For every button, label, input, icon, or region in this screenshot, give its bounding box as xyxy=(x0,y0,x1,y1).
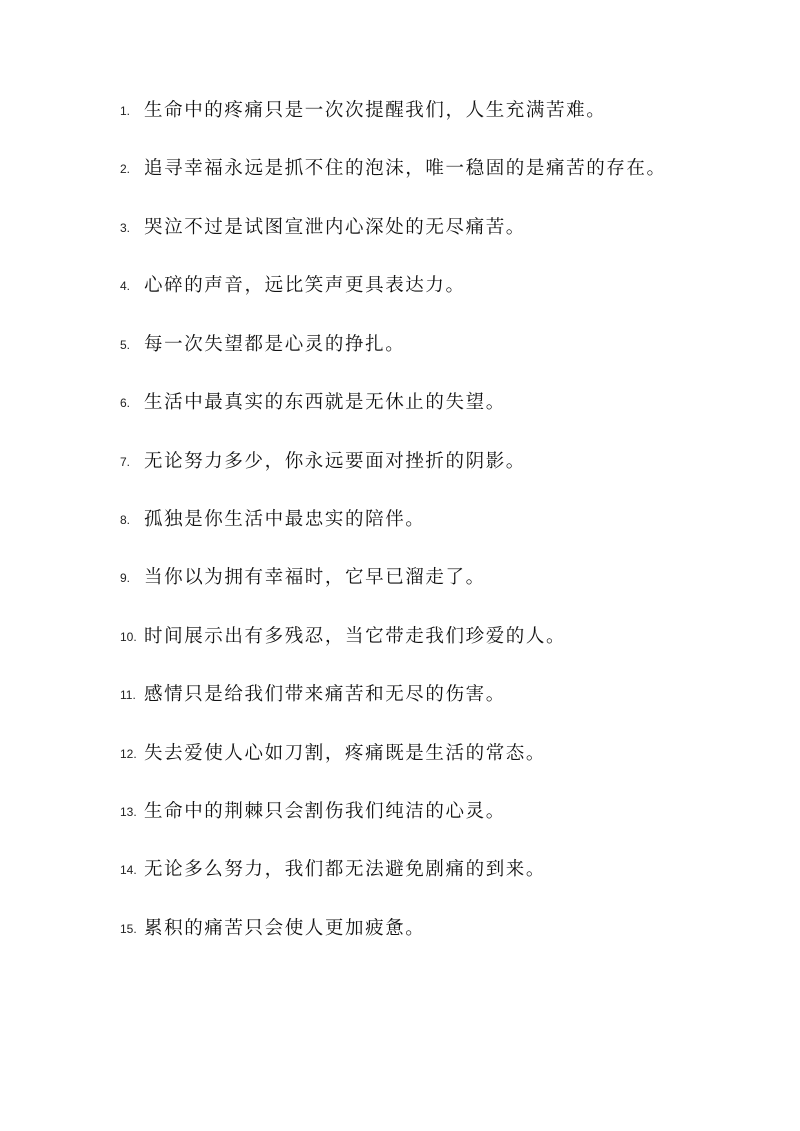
list-item xyxy=(120,94,760,124)
numbered-list xyxy=(120,94,760,970)
list-item xyxy=(120,795,760,825)
item-text: 孤独是你生活中最忠实的陪伴。 xyxy=(144,508,426,530)
item-number: 3. xyxy=(120,220,131,235)
list-item xyxy=(120,211,760,241)
item-number: 12. xyxy=(120,746,137,761)
item-text: 哭泣不过是试图宣泄内心深处的无尽痛苦。 xyxy=(144,216,526,238)
list-item xyxy=(120,853,760,883)
item-number: 1. xyxy=(120,104,131,118)
item-number: 11. xyxy=(120,688,136,703)
item-text: 生活中最真实的东西就是无休止的失望。 xyxy=(144,392,506,414)
item-text: 当你以为拥有幸福时，它早已溜走了。 xyxy=(144,567,486,589)
item-number: 10. xyxy=(120,629,137,644)
item-text: 每一次失望都是心灵的挣扎。 xyxy=(144,333,406,355)
item-number: 9. xyxy=(120,571,131,586)
list-item xyxy=(120,503,760,533)
list-item xyxy=(120,912,760,942)
item-text: 追寻幸福永远是抓不住的泡沫，唯一稳固的是痛苦的存在。 xyxy=(144,158,667,180)
item-text: 生命中的疼痛只是一次次提醒我们，人生充满苦难。 xyxy=(144,100,607,121)
list-item xyxy=(120,386,760,416)
list-item xyxy=(120,269,760,299)
list-item xyxy=(120,678,760,708)
item-number: 4. xyxy=(120,279,131,294)
item-number: 15. xyxy=(120,921,137,936)
item-number: 2. xyxy=(120,162,131,177)
list-item xyxy=(120,737,760,767)
list-item xyxy=(120,445,760,475)
item-text: 累积的痛苦只会使人更加疲惫。 xyxy=(144,917,426,939)
item-text: 无论努力多少，你永远要面对挫折的阴影。 xyxy=(144,450,526,472)
item-text: 心碎的声音，远比笑声更具表达力。 xyxy=(144,275,466,297)
item-text: 感情只是给我们带来痛苦和无尽的伤害。 xyxy=(144,684,506,706)
item-text: 生命中的荆棘只会割伤我们纯洁的心灵。 xyxy=(144,801,506,823)
item-number: 5. xyxy=(120,337,131,352)
list-item xyxy=(120,152,760,182)
item-number: 13. xyxy=(120,805,137,820)
item-text: 时间展示出有多残忍，当它带走我们珍爱的人。 xyxy=(144,625,567,647)
item-number: 7. xyxy=(120,454,131,469)
item-text: 无论多么努力，我们都无法避免剧痛的到来。 xyxy=(144,859,547,881)
item-number: 14. xyxy=(120,863,137,878)
list-item xyxy=(120,620,760,650)
list-item xyxy=(120,328,760,358)
list-item xyxy=(120,561,760,591)
item-text: 失去爱使人心如刀割，疼痛既是生活的常态。 xyxy=(144,742,547,764)
item-number: 8. xyxy=(120,512,131,527)
item-number: 6. xyxy=(120,396,131,411)
